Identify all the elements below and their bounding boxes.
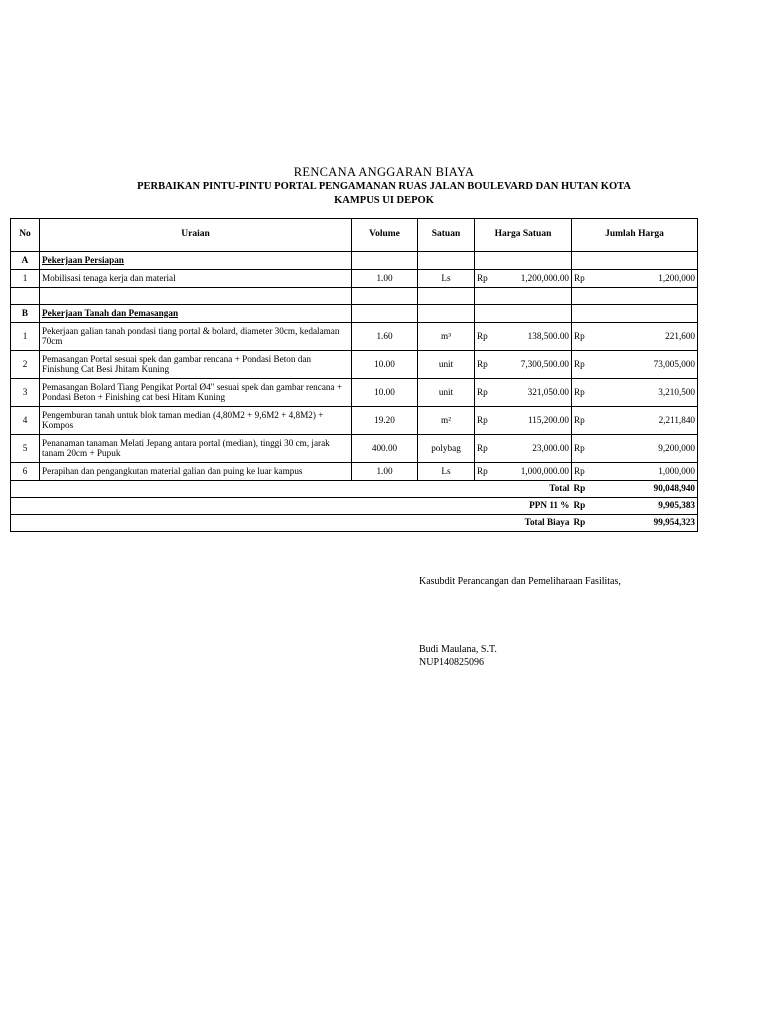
item-uraian: Pekerjaan galian tanah pondasi tiang portal & bolard, diameter 30cm, kedalaman 70cm xyxy=(40,323,352,351)
item-volume: 400.00 xyxy=(352,435,418,463)
item-jumlah: 221,600 xyxy=(592,323,698,351)
signatory-name: Budi Maulana, S.T. xyxy=(419,644,497,655)
col-uraian-header: Uraian xyxy=(40,219,352,252)
col-harga-satuan-header: Harga Satuan xyxy=(475,219,572,252)
item-harga-satuan: 1,000,000.00 xyxy=(490,463,572,481)
table-row xyxy=(11,323,698,351)
ppn-row xyxy=(11,498,698,515)
signatory-position: Kasubdit Perancangan dan Pemeliharaan Fasilitas, xyxy=(419,576,621,587)
item-no: 5 xyxy=(11,435,40,463)
document-title: RENCANA ANGGARAN BIAYA xyxy=(293,165,475,179)
item-volume: 1.00 xyxy=(352,463,418,481)
item-harga-satuan: 321,050.00 xyxy=(490,379,572,407)
section-title: Pekerjaan Tanah dan Pemasangan xyxy=(40,305,352,323)
item-harga-satuan: 7,300,500.00 xyxy=(490,351,572,379)
grand-total-row xyxy=(11,515,698,532)
item-no: 6 xyxy=(11,463,40,481)
item-harga-satuan: 138,500.00 xyxy=(490,323,572,351)
item-no: 1 xyxy=(11,270,40,288)
currency-label: Rp xyxy=(572,351,592,379)
col-volume-header: Volume xyxy=(352,219,418,252)
item-no: 2 xyxy=(11,351,40,379)
item-jumlah: 1,000,000 xyxy=(592,463,698,481)
col-satuan-header: Satuan xyxy=(418,219,475,252)
section-row xyxy=(11,252,698,270)
table-row xyxy=(11,407,698,435)
item-volume: 19.20 xyxy=(352,407,418,435)
currency-label: Rp xyxy=(475,323,490,351)
currency-label: Rp xyxy=(572,407,592,435)
grand-total-value: 99,954,323 xyxy=(592,515,698,532)
item-harga-satuan: 23,000.00 xyxy=(490,435,572,463)
currency-label: Rp xyxy=(475,379,490,407)
currency-label: Rp xyxy=(572,323,592,351)
currency-label: Rp xyxy=(475,463,490,481)
table-row xyxy=(11,463,698,481)
table-row xyxy=(11,270,698,288)
item-no: 1 xyxy=(11,323,40,351)
total-row xyxy=(11,481,698,498)
currency-label: Rp xyxy=(475,270,490,288)
total-value: 90,048,940 xyxy=(592,481,698,498)
item-uraian: Mobilisasi tenaga kerja dan material xyxy=(40,270,352,288)
item-harga-satuan: 1,200,000.00 xyxy=(490,270,572,288)
item-jumlah: 2,211,840 xyxy=(592,407,698,435)
currency-label: Rp xyxy=(572,481,592,498)
item-harga-satuan: 115,200.00 xyxy=(490,407,572,435)
currency-label: Rp xyxy=(475,351,490,379)
item-volume: 1.60 xyxy=(352,323,418,351)
signatory-nup: NUP140825096 xyxy=(419,657,485,668)
spacer-row xyxy=(11,288,698,305)
item-volume: 10.00 xyxy=(352,351,418,379)
table-row xyxy=(11,351,698,379)
item-jumlah: 3,210,500 xyxy=(592,379,698,407)
item-no: 3 xyxy=(11,379,40,407)
currency-label: Rp xyxy=(572,498,592,515)
col-no-header: No xyxy=(11,219,40,252)
currency-label: Rp xyxy=(475,435,490,463)
item-satuan: polybag xyxy=(418,435,475,463)
document-location: KAMPUS UI DEPOK xyxy=(334,195,434,206)
currency-label: Rp xyxy=(572,515,592,532)
item-jumlah: 73,005,000 xyxy=(592,351,698,379)
item-satuan: Ls xyxy=(418,270,475,288)
section-title: Pekerjaan Persiapan xyxy=(40,252,352,270)
currency-label: Rp xyxy=(572,379,592,407)
ppn-value: 9,905,383 xyxy=(592,498,698,515)
document-subtitle: PERBAIKAN PINTU-PINTU PORTAL PENGAMANAN RUAS JALAN BOULEVARD DAN HUTAN KOTA xyxy=(137,181,631,192)
item-satuan: unit xyxy=(418,379,475,407)
section-code: A xyxy=(11,252,40,270)
currency-label: Rp xyxy=(475,407,490,435)
currency-label: Rp xyxy=(572,435,592,463)
currency-label: Rp xyxy=(572,270,592,288)
table-header-row xyxy=(11,219,698,252)
item-satuan: m² xyxy=(418,407,475,435)
col-jumlah-harga-header: Jumlah Harga xyxy=(572,219,698,252)
item-satuan: Ls xyxy=(418,463,475,481)
item-uraian: Pemasangan Bolard Tiang Pengikat Portal Ø4" sesuai spek dan gambar rencana + Pondasi Beton + Finishing cat besi Hitam Kuning xyxy=(40,379,352,407)
item-uraian: Pemasangan Portal sesuai spek dan gambar rencana + Pondasi Beton dan Finishung Cat Besi Jhitam Kuning xyxy=(40,351,352,379)
item-jumlah: 9,200,000 xyxy=(592,435,698,463)
section-code: B xyxy=(11,305,40,323)
item-jumlah: 1,200,000 xyxy=(592,270,698,288)
item-satuan: m³ xyxy=(418,323,475,351)
grand-total-label: Total Biaya xyxy=(11,515,572,532)
budget-table xyxy=(10,218,698,532)
item-uraian: Pengemburan tanah untuk blok taman median (4,80M2 + 9,6M2 + 4,8M2) + Kompos xyxy=(40,407,352,435)
table-row xyxy=(11,435,698,463)
currency-label: Rp xyxy=(572,463,592,481)
item-uraian: Perapihan dan pengangkutan material galian dan puing ke luar kampus xyxy=(40,463,352,481)
ppn-label: PPN 11 % xyxy=(11,498,572,515)
item-satuan: unit xyxy=(418,351,475,379)
item-volume: 10.00 xyxy=(352,379,418,407)
table-row xyxy=(11,379,698,407)
total-label: Total xyxy=(11,481,572,498)
item-no: 4 xyxy=(11,407,40,435)
item-volume: 1.00 xyxy=(352,270,418,288)
section-row xyxy=(11,305,698,323)
item-uraian: Penanaman tanaman Melati Jepang antara portal (median), tinggi 30 cm, jarak tanam 20cm + Pupuk xyxy=(40,435,352,463)
